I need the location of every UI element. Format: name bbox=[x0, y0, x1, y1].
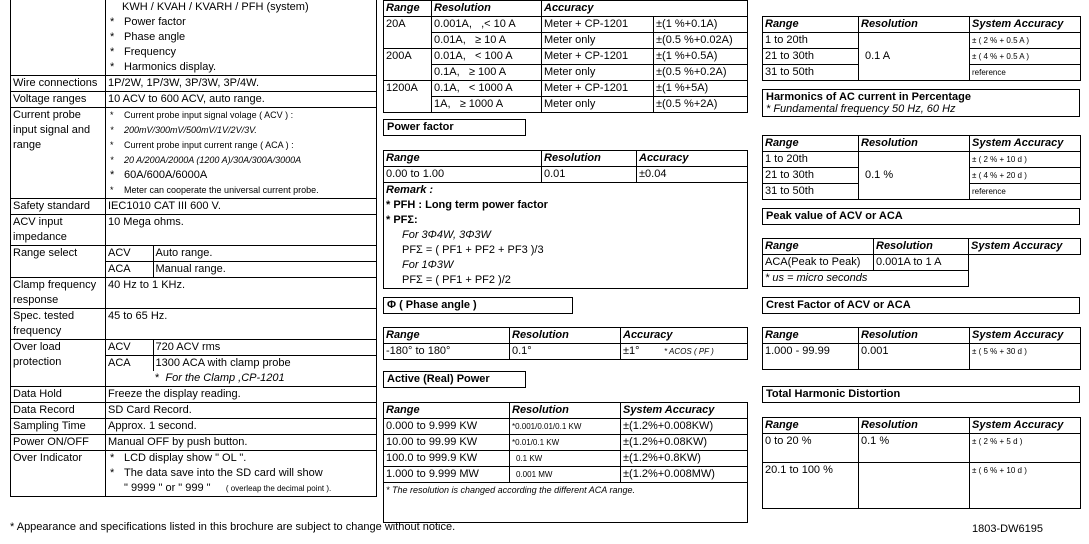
col-header: Range bbox=[384, 1, 432, 17]
list-item: * Current probe input current range ( ACA ) : bbox=[108, 138, 374, 153]
row-value-spec: 45 to 65 Hz. bbox=[106, 309, 377, 340]
section-title: Peak value of ACV or ACA bbox=[762, 208, 1080, 225]
row-label-over-indicator: Over Indicator bbox=[11, 451, 106, 497]
row-label-spec: Spec. tested frequency bbox=[11, 309, 106, 340]
col-header: Resolution bbox=[432, 1, 542, 17]
row-label-voltage: Voltage ranges bbox=[11, 92, 106, 108]
row-label-record: Data Record bbox=[11, 403, 106, 419]
row-label-range-select: Range select bbox=[11, 246, 106, 278]
row-label-clamp: Clamp frequency response bbox=[11, 278, 106, 309]
list-item: * The data save into the SD card will show bbox=[108, 466, 374, 481]
list-item: * Harmonics display. bbox=[108, 60, 374, 75]
list-item-cont: * 200mV/300mV/500mV/1V/2V/3V. bbox=[108, 123, 374, 138]
spec-table-left: KWH / KVAH / KVARH / PFH (system) * Power factor * Phase angle * Frequency * Harmonics display. Wire connections 1P/2W, 1P/3W, 3P/3W, 3P/4W. Voltage ranges 10 ACV to 600 ACV, auto range. Current probe input signal and range * Current probe input signal volage ( ACV ) : * 200mV/300mV/500mV/1V/2V/3V. * Current probe input current range ( ACA ) : * 20 A/200A/2000A (1200 A)/30A/300A/3000A * 60A/600A/6000A * Meter can cooperate the universal current probe. Safety standard IEC1010 CAT III 600 V. ACV input impedance 10 Mega ohms. Range select ACV Auto range. ACA Manual range. Clamp frequency response 40 Hz to 1 KHz. Spec. tested frequency 45 to 65 Hz. Over load protection ACV 720 ACV rms ACA 1300 ACA with clamp probe * For the Clamp ,CP-1201 Data Hold Freeze the display reading. Data Record SD Card Record. Sampling Time Approx. 1 second. Power ON/OFF Manual OFF by push button. Over Indicator * LCD display show " OL ". * The data save into the SD card will show " 9999 " or " 999 " ( overleap the decimal point ). bbox=[10, 0, 376, 497]
footer-disclaimer: * Appearance and specifications listed in this brochure are subject to change without notice. bbox=[10, 521, 456, 533]
harm-v-table: Range Resolution System Accuracy 1 to 20th 0.1 A ± ( 2 % + 0.5 A ) 21 to 30th ± ( 4 % + 0.5 A ) 31 to 50th reference bbox=[762, 16, 1081, 81]
row-value-clamp: 40 Hz to 1 KHz. bbox=[106, 278, 377, 309]
list-item: * Power factor bbox=[108, 15, 374, 30]
over-indicator-note: ( overleap the decimal point ). bbox=[225, 484, 332, 493]
section-title: Crest Factor of ACV or ACA bbox=[762, 297, 1080, 314]
col-header: Accuracy bbox=[542, 1, 748, 17]
list-item-cont: * 20 A/200A/2000A (1200 A)/30A/300A/3000A bbox=[108, 153, 374, 168]
crest-table: Range Resolution System Accuracy 1.000 - 99.99 0.001 ± ( 5 % + 30 d ) bbox=[762, 327, 1081, 370]
row-label-power: Power ON/OFF bbox=[11, 435, 106, 451]
list-item: * Meter can cooperate the universal current probe. bbox=[108, 183, 374, 198]
row-value-hold: Freeze the display reading. bbox=[106, 387, 377, 403]
remark-label: Remark : bbox=[386, 184, 434, 196]
table-cell: 1200A bbox=[384, 81, 432, 113]
table-cell: 20A bbox=[384, 17, 432, 49]
overload-note: For the Clamp ,CP-1201 bbox=[165, 372, 285, 384]
power-items-top: KWH / KVAH / KVARH / PFH (system) bbox=[122, 1, 309, 13]
power-items-list bbox=[108, 15, 374, 75]
harm-pct-table: Range Resolution System Accuracy 1 to 20th 0.1 % ± ( 2 % + 10 d ) 21 to 30th ± ( 4 % + 20 d ) 31 to 50th reference bbox=[762, 135, 1081, 200]
row-label-hold: Data Hold bbox=[11, 387, 106, 403]
row-value-safety: IEC1010 CAT III 600 V. bbox=[106, 199, 377, 215]
list-item: * Current probe input signal volage ( ACV ) : bbox=[108, 108, 374, 123]
table-cell: 200A bbox=[384, 49, 432, 81]
list-item: * LCD display show " OL ". bbox=[108, 451, 374, 466]
row-label-sampling: Sampling Time bbox=[11, 419, 106, 435]
row-value-wire: 1P/2W, 1P/3W, 3P/3W, 3P/4W. bbox=[106, 76, 377, 92]
section-title: Power factor bbox=[383, 119, 526, 136]
harm-pct-title-box: Harmonics of AC current in Percentage * Fundamental frequency 50 Hz, 60 Hz bbox=[762, 89, 1080, 117]
row-value-power: Manual OFF by push button. bbox=[106, 435, 377, 451]
row-label-safety: Safety standard bbox=[11, 199, 106, 215]
power-table: Range Resolution System Accuracy 0.000 to 9.999 KW *0.001/0.01/0.1 KW ±(1.2%+0.008KW) 10.00 to 99.99 KW *0.01/0.1 KW ±(1.2%+0.08KW) 100.0 to 999.9 KW 0.1 KW ±(1.2%+0.8KW) 1.000 to 9.999 MW 0.001 MW ±(1.2%+0.008MW) * The resolution is changed according the different ACA range. bbox=[383, 402, 748, 523]
aca-table: Range Resolution Accuracy 20A 0.001A, ,< 10 A Meter + CP-1201 ±(1 %+0.1A) 0.01A, ≥ 10 A Meter only ±(0.5 %+0.02A) 200A 0.01A, < 100 A Meter + CP-1201 ±(1 %+0.5A) 0.1A, ≥ 100 A Meter only ±(0.5 %+0.2A) 1200A 0.1A, < 1000 A Meter + CP-1201 ±(1 %+5A) 1A, ≥ 1000 A Meter only ±(0.5 %+2A) bbox=[383, 0, 748, 113]
peak-table: Range Resolution System Accuracy ACA(Peak to Peak) 0.001A to 1 A * us = micro seconds bbox=[762, 238, 1081, 287]
row-value-voltage: 10 ACV to 600 ACV, auto range. bbox=[106, 92, 377, 108]
list-item: * Frequency bbox=[108, 45, 374, 60]
phase-table: Range Resolution Accuracy -180° to 180° 0.1° ±1° * ACOS ( PF ) bbox=[383, 327, 748, 360]
row-label-acv: ACV input impedance bbox=[11, 215, 106, 246]
section-title: Harmonics of AC current in Percentage bbox=[766, 91, 971, 103]
list-item: * Phase angle bbox=[108, 30, 374, 45]
doc-code: 1803-DW6195 bbox=[972, 523, 1043, 535]
section-title: Total Harmonic Distortion bbox=[762, 386, 1080, 403]
row-value-acv: 10 Mega ohms. bbox=[106, 215, 377, 246]
row-value-record: SD Card Record. bbox=[106, 403, 377, 419]
section-title: Active (Real) Power bbox=[383, 371, 526, 388]
probe-items-list bbox=[108, 108, 374, 198]
row-label-overload: Over load protection bbox=[11, 340, 106, 387]
row-label-probe: Current probe input signal and range bbox=[11, 108, 106, 199]
list-item-cont: * 60A/600A/6000A bbox=[108, 168, 374, 183]
section-title: Φ ( Phase angle ) bbox=[383, 297, 573, 314]
over-indicator-values: " 9999 " or " 999 " bbox=[124, 482, 211, 494]
thd-table: Range Resolution System Accuracy 0 to 20 % 0.1 % ± ( 2 % + 5 d ) 20.1 to 100 % ± ( 6 % + 10 d ) bbox=[762, 417, 1081, 509]
pf-table: Range Resolution Accuracy 0.00 to 1.00 0.01 ±0.04 Remark : * PFH : Long term power factor * PFΣ: For 3Φ4W, 3Φ3W PFΣ = ( PF1 + PF2 + PF3 )/3 For 1Φ3W PFΣ = ( PF1 + PF2 )/2 bbox=[383, 150, 748, 289]
row-label-wire: Wire connections bbox=[11, 76, 106, 92]
row-value-sampling: Approx. 1 second. bbox=[106, 419, 377, 435]
